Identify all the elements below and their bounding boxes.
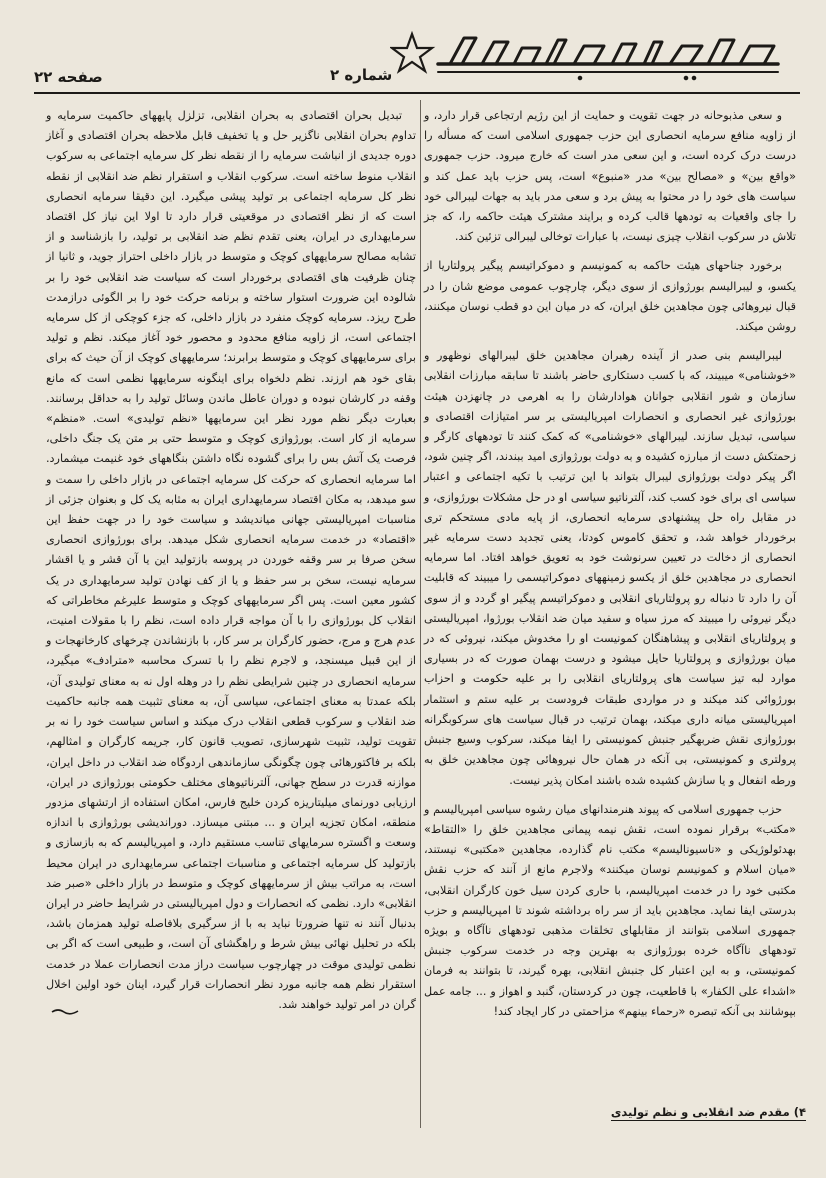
end-mark-icon — [50, 1007, 80, 1015]
footnote: ۴) مقدم ضد انقلابی و نظم تولیدی — [610, 1105, 806, 1119]
page-number: صفحه ۲۲ — [34, 68, 103, 86]
issue-number: شماره ۲ — [330, 66, 393, 84]
column-divider — [420, 100, 421, 1128]
paragraph: برخورد جناحهای هیئت حاکمه به کمونیسم و دموکراتیسم پیگیر پرولتاریا از یکسو، و لیبرالیسم بورژوازی از سوی دیگر، چارچوب عمومی موضع شان را در قبال نیروهائی چون مجاهدین خلق ایران، که در میان این دو قطب نوسان میکنند، روشن میکند. — [424, 259, 796, 334]
left-column — [46, 106, 416, 1024]
star-icon — [392, 34, 432, 71]
paragraph: لیبرالیسم بنی صدر از آینده رهبران مجاهدین خلق لیبرالهای نوظهور و «خوشنامی» میبیند، که با کسب دستکاری حاضر باشند تا سابقه مبارزات انقلابی سازمان و شور انقلابی جوانان هوادارشان را به اهرمی در چانهزدن هیئت بورژوازی غیر انحصاری و انحصارات امپریالیستی بر سر امتیازات اقتصادی و سیاسی، تبدیل سازند. لیبرالهای «خوشنامی» که کمک کنند تا تودههای کارگر و زحمتکش دست از مبارزه کشیده و به دولت بورژوازی امید ببندند، اگر چنین شود، اگر پیکر دولت بورژوازی لیبرال بتواند با این ترتیب با تکیه اجتماعی و اعتبار سیاسی ای برای خود کسب کند، آلترناتیو سیاسی او در حل مشکلات بورژوازی، و در مقابل راه حل پیشنهادی سرمایه انحصاری، از پایه مادی مستحکم تری برخوردار خواهد شد، و تحقق کاموس کودتا، یعنی تجدید دست سرمایه غیر انحصاری از دخالت در تعیین سرنوشت خود به تعویق خواهد افتاد. اما سرمایه انحصاری در مجاهدین خلق از یکسو زمینههای دموکراتیسمی را میبیند که قابلیت آن را دارد تا دنباله رو پرولتاریای انقلابی و دموکراتیسم پیگیر او گردد و از سوی دیگر نیروئی را میبیند که مرز سیاه و سفید میان ضد انقلاب بورژوا، امپریالیستی و پرولتاریای انقلابی و پیشاهنگان کمونیست او را مخدوش میکند، نیروئی که در میان بورژوازی و پرولتاریا حایل میشود و درست بهمان صورت که در بسیاری موارد لبه تیز سیاست های پرولتاریای انقلابی را بر علیه حکومت و احزاب بورژوائی کند میکند و در مواردی طبقات فرودست بر علیه ستم و استثمار امپریالیستی میانه داری میکند، بهمان ترتیب در قبال سیاست های سرکوبگرانه بورژوازی نقش ضربهگیر جنبش کمونیستی را ایفا میکند، سرکوب وسیع جنبش پرولتری و کمونیستی، بی آنکه در همان حال نیروهائی چون مجاهدین خلق به ورطه انفعال و یا سازش کشیده شده باشند امکان پذیر نیست. — [424, 349, 796, 787]
newspaper-logo — [390, 30, 782, 84]
masthead — [20, 30, 810, 86]
header-rule — [34, 92, 800, 94]
paragraph: حزب جمهوری اسلامی که پیوند هنرمندانهای میان رشوه سیاسی امپریالیسم و «مکتب» برقرار نموده است، نقش نیمه پیمانی مجاهدین خلق را «التقاط» بهدئولوژیکی و «ناسیونالیسم» مکتب نام گذارده، مجاهدین «مکتبی» نیستند، «میان اسلام و کمونیسم نوسان میکنند» ولاجرم مانع از آنند که حزب نقش مکتبی خود را در خدمت امپریالیسم، با حاری کردن سیل خون کارگران انقلابی، بدرستی ایفا نماید. مجاهدین باید از سر راه برداشته شوند تا امپریالیسم و حزب جمهوری اسلامی بتوانند از مقابلهای تخلقات مذهبی تودههای ناآگاه و بویژه تودههای ناآگاه خرده بورژوازی به بهترین وجه در خدمت سرکوب جنبش کمونیستی، و به این اعتبار کل جنبش انقلابی، بهره گیرند، تا بتوانند به فرمان «اشداء علی الکفار» با قاطعیت، چون در کردستان، گنبد و اهواز و ... جامه عمل بپوشانند بی آنکه تبصره «رحماء بینهم» مزاحمتی در کار ایجاد کند! — [424, 802, 796, 1018]
paragraph: و سعی مذبوحانه در جهت تقویت و حمایت از این رژیم ارتجاعی قرار دارد، و از زاویه منافع سرمایه انحصاری این حزب جمهوری اسلامی است که مسأله را درست درک کرده است، و این سعی مدر است که خارج میرود. حزب جمهوری «واقع بین» و «مصالح بین» مدر «منبوع» است، پس حزب باید عمل کند و سیاست های خود را در محتوا به پیش برد و سعی مدر باید به جهات لیبرالی خود را جای واقعیات به تودهها قالب کرده و برایند مشترک هیئت حاکمه را، که جز تلاش در سرکوب انقلاب چیزی نیست، با عبارات توخالی لیبرالی تزئین کند. — [424, 109, 796, 244]
right-column — [424, 106, 796, 1031]
paragraph: تبدیل بحران اقتصادی به بحران انقلابی، تزلزل پایههای حاکمیت سرمایه و تداوم بحران انقلابی ناگزیر حل و یا تخفیف قابل ملاحظه بحران اقتصادی و آغاز دوره جدیدی از انباشت سرمایه را از نقطه نظر کل سرمایه اجتماعی به سرکوب انقلاب منوط ساخته است. سرکوب انقلاب و استقرار نظم ضد انقلابی از نقطه نظر کل سرمایه اجتماعی بر تولید پیشی میگیرد. این دقیقا سرمایه انحصاری است که از نظر اقتصادی در موقعیتی قرار دارد تا اولا این نیاز کل اقتصاد سرمایهداری در ایران، یعنی تقدم نظم ضد انقلابی بر تولید، را بازشناسد و از تشابه مصالح سرمایههای کوچک و متوسط در بازار داخلی احتراز جوید، و ثانیا از چنان ظرفیت های اقتصادی برخوردار است که سیاست ضد انقلابی خود را بر شالوده این ضرورت استوار ساخته و برنامه حرکت خود را بر الگوئی درازمدت طرح ریزد. سرمایه کوچک منفرد در بازار داخلی، که جزء کوچکی از کل سرمایه اجتماعی است، از زاویه منافع محدود و محصور خود آغاز میکند. نظم و تولید برای سرمایههای کوچک و متوسط برابرند؛ سرمایههای کوچک از آن حیث که برای بقای خود هم ارزند. نظم دلخواه برای اینگونه سرمایهها نظمی است که مانع وقفه در کارشان نبوده و دوران عاطل ماندن وسائل تولید را به حداقل برسانند. بعبارت دیگر نظم مورد نظر این سرمایهها «نظم تولیدی» است. «منظم» سرمایه از کار است. بورژوازی کوچک و متوسط حتی بر متن یک جنگ داخلی، فرصت یک آتش بس را برای گشوده نگاه داشتن بنگاههای خود غنیمت میشمارد. اما سرمایه انحصاری که حرکت کل سرمایه اجتماعی در بازار داخلی را سمت و سو میدهد، به مکان اقتصاد سرمایهداری ایران به مثابه یک کل و بعنوان جزئی از مناسبات امپریالیستی جهانی میاندیشد و سیاست خود را در جهت حفظ این «اقتصاد» در خدمت سرمایه انحصاری شکل میدهد. برای بورژوازی انحصاری سخن صرفا بر سر وقفه خوردن در پروسه بازتولید این یا آن قشر و یا اقشار سرمایه نیست، سخن بر سر حفظ و یا از کف نهادن تولید سرمایهداری در یک کشور معین است. پس اگر سرمایههای کوچک و متوسط علیرغم مخاطراتی که انقلاب کل بورژوازی را با آن مواجه قرار داده است، نظم را با مقولات امنیت، عدم هرج و مرج، حضور کارگران بر سر کار، با بازنشاندن چرخهای کارخانهجات و از این قبیل میسنجد، و لاجرم نظم را با تسرک محاسبه «مترادف» میگیرد، سرمایه انحصاری در چنین شرایطی نظم را در وهله اول نه به معنای تولیدی آن، بلکه عمدتا به معنای اجتماعی، سیاسی آن، به معنای تثبیت همه جانبه حاکمیت ضد انقلاب و سرکوب قطعی انقلاب درک میکند و اساس سیاست خود را نه بر تقویت تولید، تثبیت شهرسازی، تصویب قانون کار، جریمه کارگران و امثالهم، بلکه بر فاکتورهائی چون چگونگی سازماندهی اردوگاه ضد انقلاب در داخل ایران، موازنه قدرت در سطح جهانی، آلترناتیوهای مختلف حکومتی بورژوازی در ایران، ارزیابی دورنمای میلیتاریزه کردن خلیج فارس، امکان استفاده از ارتشهای مزدور منطقه، امکان تجزیه ایران و ... مبتنی میسازد. دوراندیشی بورژوازی با اندازه وسعت و اگستره سرمایهای تناسب مستقیم دارد، و امپریالیسم که به بازسازی و بازتولید کل سرمایه اجتماعی و مناسبات اجتماعی سرمایهداری در ایران محیط است، به مراتب بیش از سرمایههای کوچک و متوسط در بازار داخلی «صبر ضد انقلابی» دارد. نظمی که انحصارات و دول امپریالیستی در شرایط حاضر در ایران بدنبال آنند نه تنها ضرورتا نباید به با از سرگیری بلافاصله تولید همزمان باشد، بلکه در تحلیل نهائی بیش شرط و راهگشای آن است، و طبیعی است که اگر بی نظمی تولیدی موقت در چهارچوب سیاست دراز مدت انحصارات عملا در خدمت استقرار نظم همه جانبه مورد نظر انحصارات قرار گیرد، اینان خود اولین اخلال گران در امر تولید خواهند شد. — [46, 109, 416, 1011]
